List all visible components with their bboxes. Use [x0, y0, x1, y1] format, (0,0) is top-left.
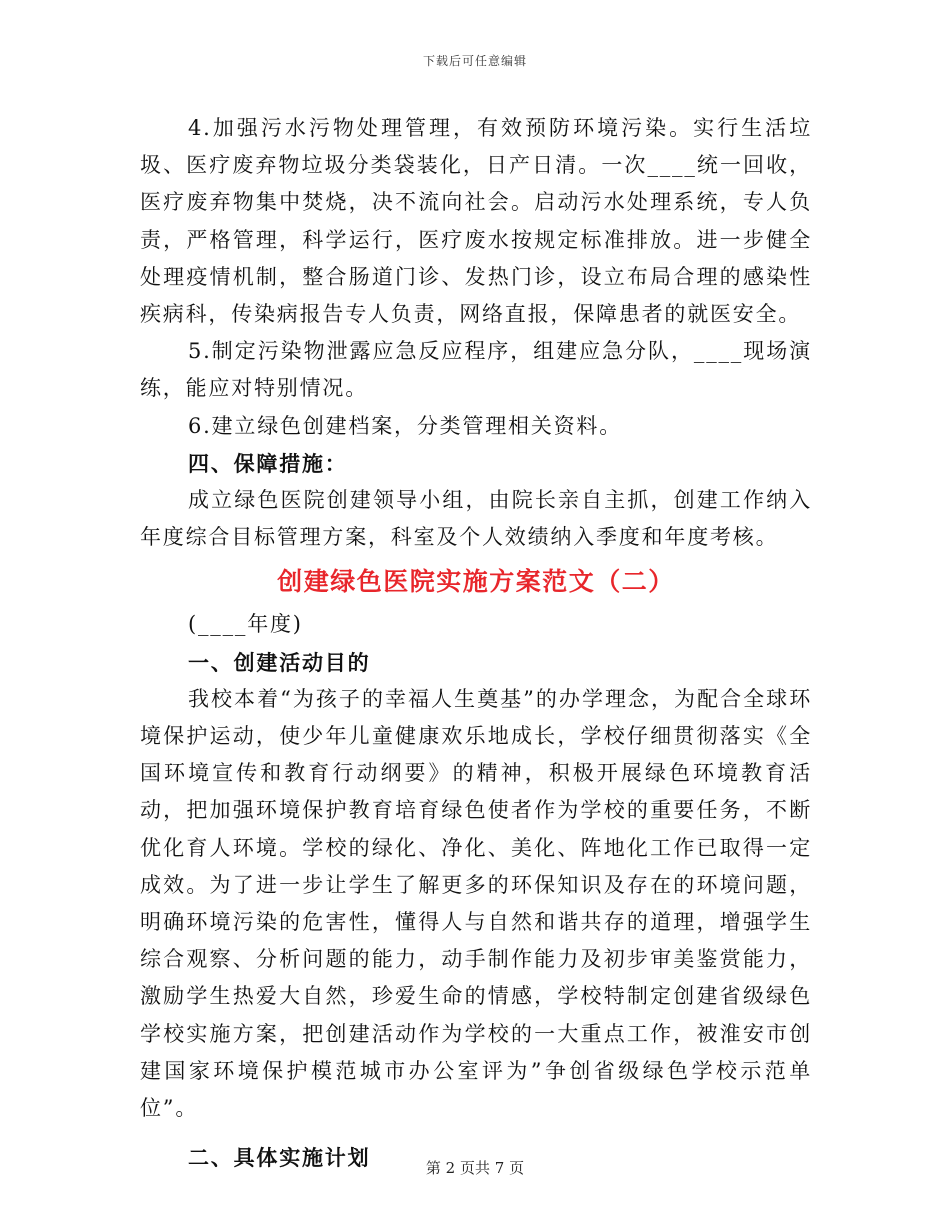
section-title: 创建绿色医院实施方案范文（二） — [277, 567, 675, 597]
paragraph-item-6: 6.建立绿色创建档案，分类管理相关资料。 — [188, 413, 623, 438]
document-body — [140, 110, 812, 1176]
heading-implementation-plan: 二、具体实施计划 — [188, 1145, 371, 1171]
heading-activity-purpose: 一、创建活动目的 — [188, 649, 371, 675]
heading-guarantee-measures: 四、保障措施： — [188, 450, 348, 476]
page-header: 下载后可任意编辑 — [422, 54, 527, 68]
paragraph-guarantee: 成立绿色医院创建领导小组，由院长亲自主抓，创建工作纳入年度综合目标管理方案，科室及个人效绩纳入季度和年度考核。 — [140, 488, 812, 550]
paragraph-purpose: 我校本着“为孩子的幸福人生奠基”的办学理念，为配合全球环境保护运动，使少年儿童健康欢乐地成长，学校仔细贯彻落实《全国环境宣传和教育行动纲要》的精神，积极开展绿色环境教育活动，把加强环境保护教育培育绿色使者作为学校的重要任务，不断优化育人环境。学校的绿化、净化、美化、阵地化工作已取得一定成效。为了进一步让学生了解更多的环保知识及存在的环境问题，明确环境污染的危害性，懂得人与自然和谐共存的道理，增强学生综合观察、分析问题的能力，动手制作能力及初步审美鉴赏能力，激励学生热爱大自然，珍爱生命的情感，学校特制定创建省级绿色学校实施方案，把创建活动作为学校的一大重点工作，被淮安市创建国家环境保护模范城市办公室评为”争创省级绿色学校示范单位”。 — [140, 686, 812, 1121]
year-line: (____年度) — [188, 612, 303, 637]
page-footer: 第 2 页共 7 页 — [425, 1159, 525, 1177]
paragraph-item-5: 5.制定污染物泄露应急反应程序，组建应急分队，____现场演练，能应对特别情况。 — [140, 339, 812, 401]
paragraph-item-4: 4.加强污水污物处理管理，有效预防环境污染。实行生活垃圾、医疗废弃物垃圾分类袋装化，日产日清。一次____统一回收，医疗废弃物集中焚烧，决不流向社会。启动污水处理系统，专人负责，严格管理，科学运行，医疗废水按规定标准排放。进一步健全处理疫情机制，整合肠道门诊、发热门诊，设立布局合理的感染性疾病科，传染病报告专人负责，网络直报，保障患者的就医安全。 — [140, 116, 812, 327]
